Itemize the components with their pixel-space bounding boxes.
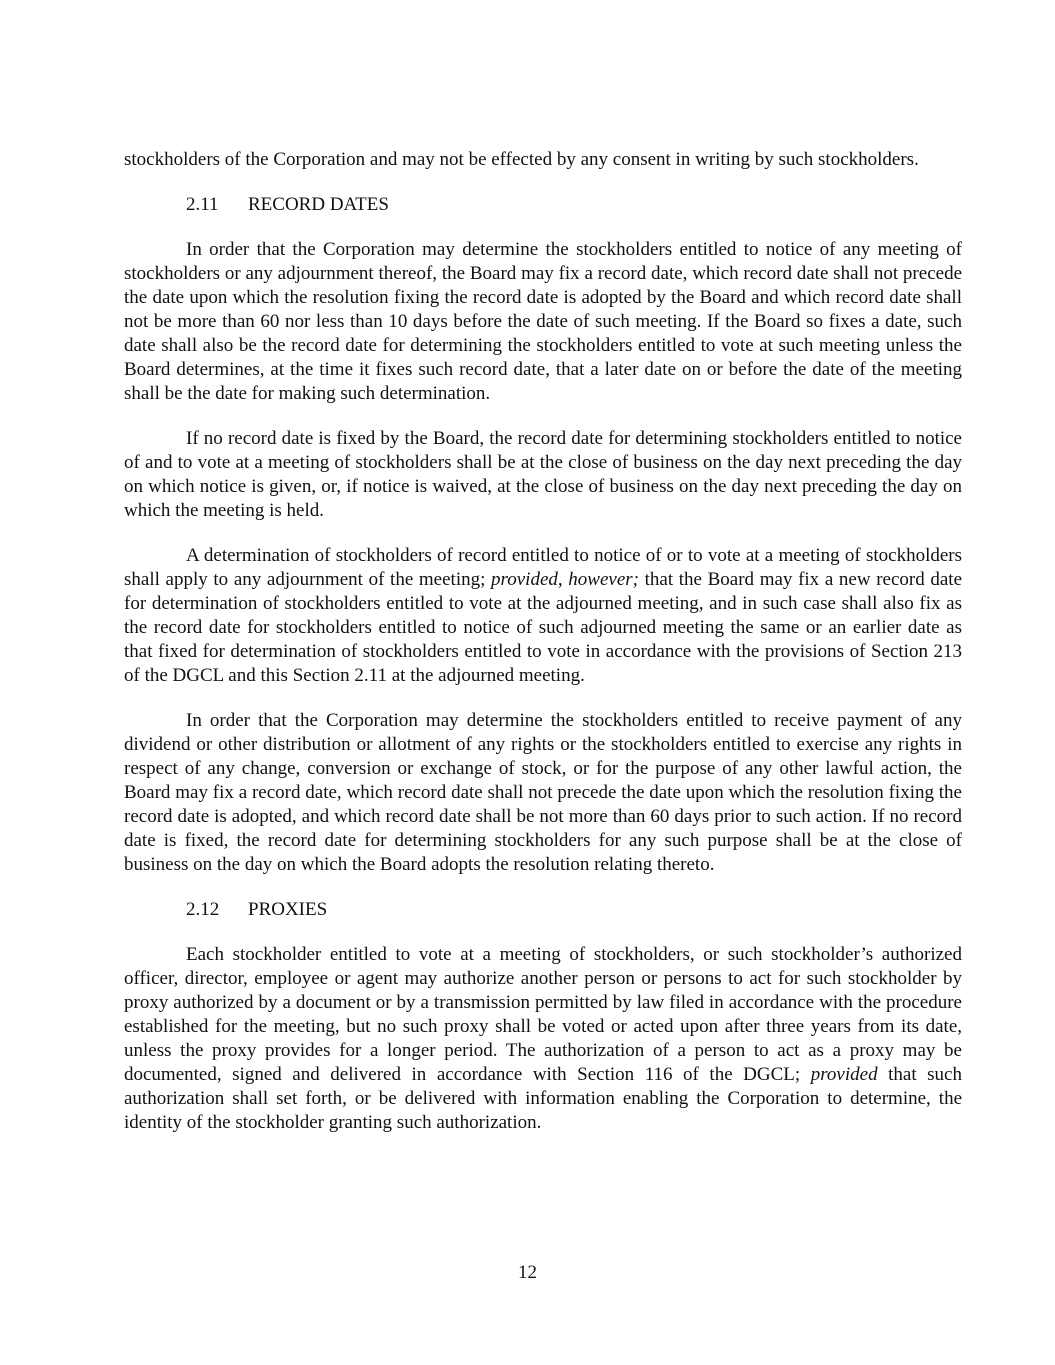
section-title: RECORD DATES bbox=[248, 194, 389, 215]
italic-proviso: provided bbox=[810, 1064, 878, 1085]
paragraph-text: A determination of stockholders of record entitled to notice of or to vote at a meeting of stockholders shall apply to any adjournment of the meeting; bbox=[124, 545, 962, 590]
record-dates-paragraph-3 bbox=[124, 544, 962, 688]
section-title: PROXIES bbox=[248, 899, 328, 920]
section-number: 2.11 bbox=[186, 194, 219, 215]
proxies-paragraph-1 bbox=[124, 943, 962, 1135]
continuation-paragraph: stockholders of the Corporation and may not be effected by any consent in writing by such stockholders. bbox=[124, 149, 919, 170]
paragraph-text: that the Board may fix a new record date for determination of stockholders entitled to vote at the adjourned meeting, and in such case shall also fix as the record date for stockholders entitled to notice of such adjourned meeting the same or an earlier date as that fixed for determination of stockholders entitled to vote in accordance with the provisions of Section 213 of the DGCL and this Section 2.11 at the adjourned meeting. bbox=[124, 569, 963, 686]
document-body bbox=[124, 148, 962, 1156]
page-number: 12 bbox=[518, 1262, 537, 1283]
section-heading-record-dates bbox=[124, 193, 962, 217]
record-dates-paragraph-4: In order that the Corporation may determine the stockholders entitled to receive payment of any dividend or other distribution or allotment of any rights or the stockholders entitled to exercise any rights in respect of any change, conversion or exchange of stock, or for the purpose of any other lawful action, the Board may fix a record date, which record date shall not precede the date upon which the resolution fixing the record date is adopted, and which record date shall be not more than 60 days prior to such action. If no record date is fixed, the record date for determining stockholders for any such purpose shall be at the close of business on the day on which the Board adopts the resolution relating thereto. bbox=[124, 710, 962, 875]
italic-proviso: provided, however; bbox=[491, 569, 639, 590]
paragraph-text: Each stockholder entitled to vote at a meeting of stockholders, or such stockholder’s authorized officer, director, employee or agent may authorize another person or persons to act for such stockholder by proxy authorized by a document or by a transmission permitted by law filed in accordance with the procedure established for the meeting, but no such proxy shall be voted or acted upon after three years from its date, unless the proxy provides for a longer period. The authorization of a person to act as a proxy may be documented, signed and delivered in accordance with Section 116 of the DGCL; bbox=[124, 944, 962, 1085]
section-number: 2.12 bbox=[186, 899, 220, 920]
paragraph-text: that such authorization shall set forth, or be delivered with information enabling the Corporation to determine, the identity of the stockholder granting such authorization. bbox=[124, 1064, 962, 1133]
record-dates-paragraph-2: If no record date is fixed by the Board, the record date for determining stockholders entitled to notice of and to vote at a meeting of stockholders shall be at the close of business on the day next preceding the day on which notice is given, or, if notice is waived, at the close of business on the day next preceding the day on which the meeting is held. bbox=[124, 428, 962, 521]
record-dates-paragraph-1: In order that the Corporation may determine the stockholders entitled to notice of any meeting of stockholders or any adjournment thereof, the Board may fix a record date, which record date shall not precede the date upon which the resolution fixing the record date is adopted by the Board and which record date shall not be more than 60 nor less than 10 days before the date of such meeting. If the Board so fixes a date, such date shall also be the record date for determining the stockholders entitled to vote at such meeting unless the Board determines, at the time it fixes such record date, that a later date on or before the date of the meeting shall be the date for making such determination. bbox=[124, 239, 962, 404]
section-heading-proxies bbox=[124, 898, 962, 922]
